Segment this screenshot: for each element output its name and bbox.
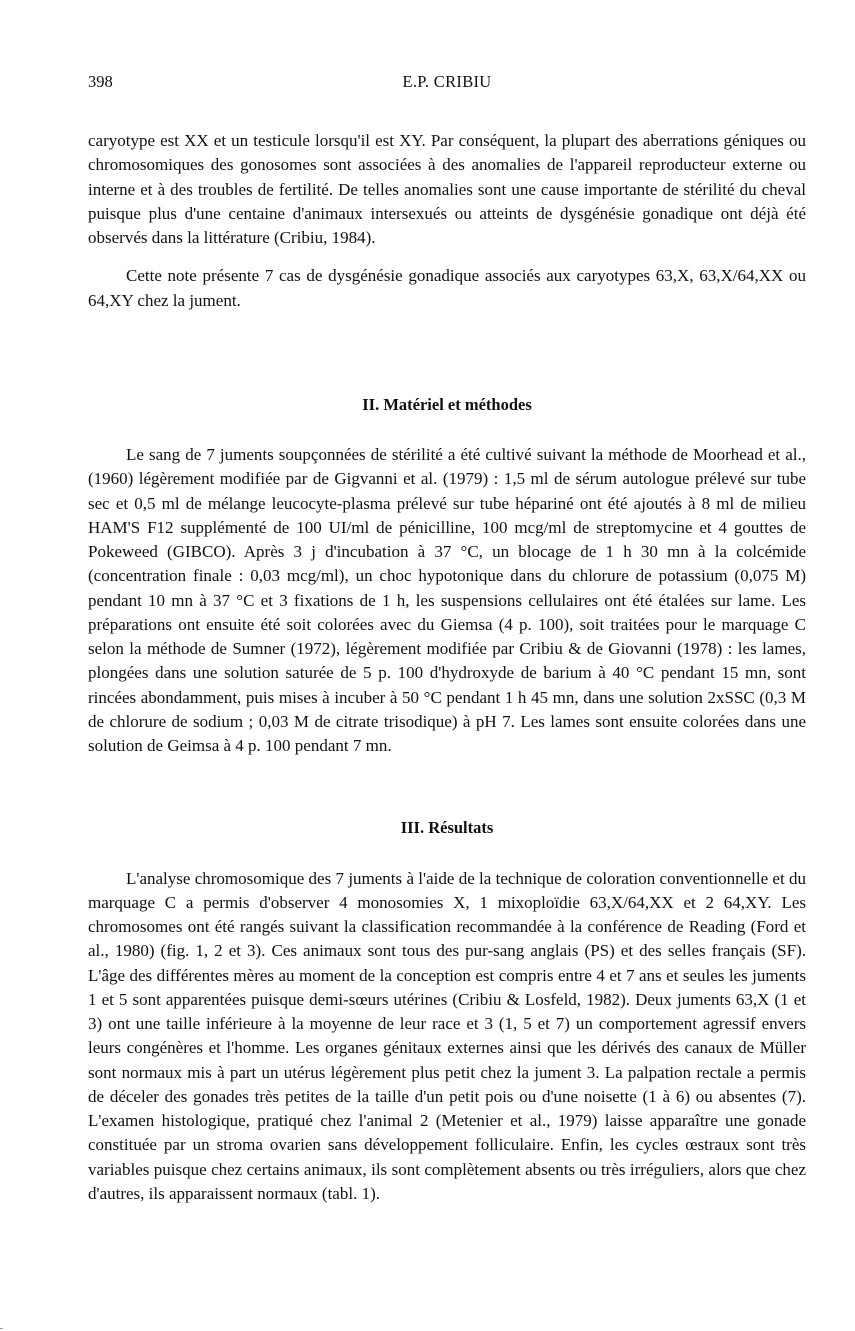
paragraph-methods: Le sang de 7 juments soupçonnées de stérilité a été cultivé suivant la méthode de Moorhead et al., (1960) légèrement modifiée par de Gigvanni et al. (1979) : 1,5 ml de sérum autologue prélevé sur tube sec et 0,5 ml de mélange leucocyte-plasma prélevé sur tube hépariné ont été ajoutés à 8 ml de milieu HAM'S F12 supplémenté de 100 UI/ml de pénicilline, 100 mcg/ml de streptomycine et 4 gouttes de Pokeweed (GIBCO). Après 3 j d'incubation à 37 °C, un blocage de 1 h 30 mn à la colcémide (concentration finale : 0,03 mcg/ml), un choc hypotonique dans du chlorure de potassium (0,075 M) pendant 10 mn à 37 °C et 3 fixations de 1 h, les suspensions cellulaires ont été étalées sur lame. Les préparations ont ensuite été soit colorées avec du Giemsa (4 p. 100), soit traitées pour le marquage C selon la méthode de Sumner (1972), légèrement modifiée par Cribiu & de Giovanni (1978) : les lames, plongées dans une solution saturée de 5 p. 100 d'hydroxyde de barium à 40 °C pendant 15 mn, sont rincées abondamment, puis mises à incuber à 50 °C pendant 1 h 45 mn, dans une solution 2xSSC (0,3 M de chlorure de sodium ; 0,03 M de citrate trisodique) à pH 7. Les lames sont ensuite colorées dans une solution de Geimsa à 4 p. 100 pendant 7 mn.: [88, 445, 806, 755]
body-text: [88, 129, 806, 1206]
page-number: 398: [88, 72, 113, 91]
running-title: E.P. CRIBIU: [402, 72, 492, 91]
margin-mark: [0, 1328, 3, 1329]
paragraph-note-scope: Cette note présente 7 cas de dysgénésie gonadique associés aux caryotypes 63,X, 63,X/64,XX ou 64,XY chez la jument.: [88, 266, 806, 310]
section-heading-methods: II. Matériel et méthodes: [362, 394, 532, 414]
section-heading-results: III. Résultats: [400, 818, 494, 838]
page-header: [88, 72, 806, 96]
paragraph-results: L'analyse chromosomique des 7 juments à l'aide de la technique de coloration conventionnelle et du marquage C a permis d'observer 4 monosomies X, 1 mixoploïdie 63,X/64,XX et 2 64,XY. Les chromosomes ont été rangés suivant la classification recommandée à la conférence de Reading (Ford et al., 1980) (fig. 1, 2 et 3). Ces animaux sont tous des pur-sang anglais (PS) et des selles français (SF). L'âge des différentes mères au moment de la conception est compris entre 4 et 7 ans et seules les juments 1 et 5 sont apparentées puisque demi-sœurs utérines (Cribiu & Losfeld, 1982). Deux juments 63,X (1 et 3) ont une taille inférieure à la moyenne de leur race et 3 (1, 5 et 7) un comportement agressif envers leurs congénères et l'homme. Les organes génitaux externes ainsi que les dérivés des canaux de Müller sont normaux mis à part un utérus légèrement plus petit chez la jument 3. La palpation rectale a permis de déceler des gonades très petites de la taille d'un petit pois ou d'une noisette (1 à 6) ou absentes (7). L'examen histologique, pratiqué chez l'animal 2 (Metenier et al., 1979) laisse apparaître une gonade constituée par un stroma ovarien sans développement folliculaire. Enfin, les cycles œstraux sont très variables puisque chez certains animaux, ils sont complètement absents ou très irréguliers, alors que chez d'autres, ils apparaissent normaux (tabl. 1).: [88, 868, 806, 1203]
paragraph-intro-continued: caryotype est XX et un testicule lorsqu'il est XY. Par conséquent, la plupart des aberrations géniques ou chromosomiques des gonosomes sont associées à des anomalies de l'appareil reproducteur externe ou interne et à des troubles de fertilité. De telles anomalies sont une cause importante de stérilité du cheval puisque plus d'une centaine d'animaux intersexués ou atteints de dysgénésie gonadique ont déjà été observés dans la littérature (Cribiu, 1984).: [88, 131, 806, 247]
